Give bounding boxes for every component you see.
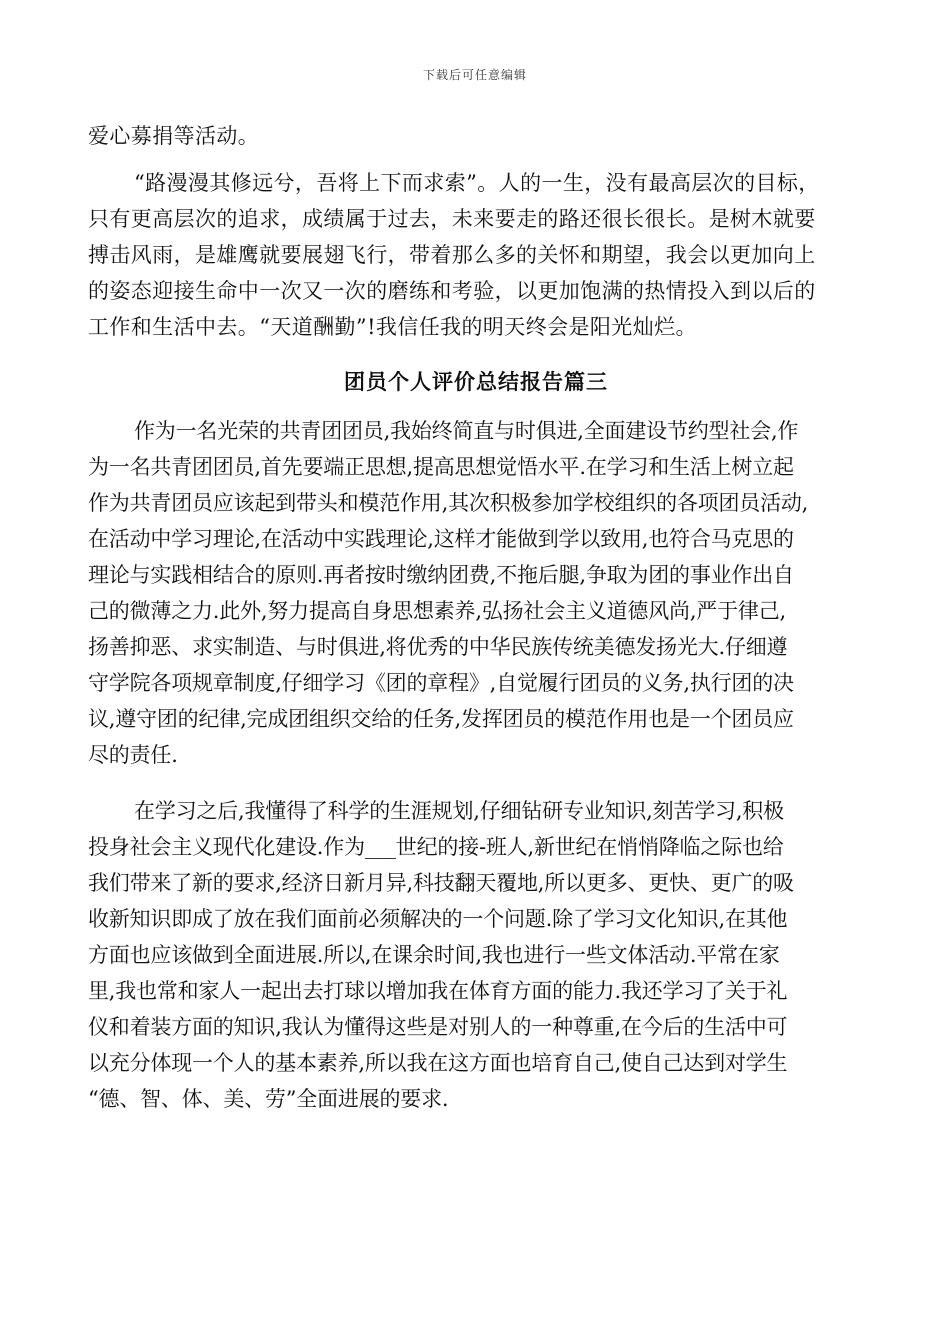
paragraph-line: 理论与实践相结合的原则.再者按时缴纳团费,不拖后腿,争取为团的事业作出自 <box>88 563 794 587</box>
paragraph-line: 投身社会主义现代化建设.作为___世纪的接-班人,新世纪在悄悄降临之际也给 <box>88 835 784 859</box>
paragraph-line: 里,我也常和家人一起出去打球以增加我在体育方面的能力.我还学习了关于礼 <box>88 979 788 1003</box>
paragraph-line: 我们带来了新的要求,经济日新月异,科技翻天覆地,所以更多、更快、更广的吸 <box>88 871 794 895</box>
paragraph-line: 收新知识即成了放在我们面前必须解决的一个问题.除了学习文化知识,在其他 <box>88 907 788 931</box>
paragraph-4 <box>88 793 864 1117</box>
paragraph-line: 以充分体现一个人的基本素养,所以我在这方面也培育自己,使自己达到对学生 <box>88 1051 788 1075</box>
paragraph-line: 为一名共青团团员,首先要端正思想,提高思想觉悟水平.在学习和生活上树立起 <box>88 455 794 479</box>
document-body <box>88 118 864 1117</box>
paragraph-line: 只有更高层次的追求，成绩属于过去，未来要走的路还很长很长。是树木就要 <box>88 207 816 231</box>
paragraph-line: 在学习之后,我懂得了科学的生涯规划,仔细钻研专业知识,刻苦学习,积极 <box>134 799 784 823</box>
paragraph-line: 的姿态迎接生命中一次又一次的磨练和考验，以更加饱满的热情投入到以后的 <box>88 279 816 303</box>
paragraph-line: 搏击风雨，是雄鹰就要展翅飞行，带着那么多的关怀和期望，我会以更加向上 <box>88 243 816 267</box>
paragraph-line: 守学院各项规章制度,仔细学习《团的章程》,自觉履行团员的义务,执行团的决 <box>88 671 794 695</box>
paragraph-3 <box>88 413 864 773</box>
paragraph-line: 己的微薄之力.此外,努力提高自身思想素养,弘扬社会主义道德风尚,严于律己, <box>88 599 786 623</box>
paragraph-line: 爱心募捐等活动。 <box>88 124 260 148</box>
paragraph-line: “德、智、体、美、劳”全面进展的要求. <box>88 1087 449 1111</box>
paragraph-line: 扬善抑恶、求实制造、与时俱进,将优秀的中华民族传统美德发扬光大.仔细遵 <box>88 635 788 659</box>
paragraph-line: 在活动中学习理论,在活动中实践理论,这样才能做到学以致用,也符合马克思的 <box>88 527 794 551</box>
paragraph-line: 作为共青团员应该起到带头和模范作用,其次积极参加学校组织的各项团员活动, <box>88 491 809 515</box>
paragraph-line: 仪和着装方面的知识,我认为懂得这些是对别人的一种尊重,在今后的生活中可 <box>88 1015 788 1039</box>
paragraph-line: 工作和生活中去。“天道酬勤”!我信任我的明天终会是阳光灿烂。 <box>88 315 697 339</box>
paragraph-2 <box>88 165 864 345</box>
paragraph-line: 议,遵守团的纪律,完成团组织交给的任务,发挥团员的模范作用也是一个团员应 <box>88 707 794 731</box>
paragraph-line: 尽的责任. <box>88 743 178 767</box>
paragraph-line: 方面也应该做到全面进展.所以,在课余时间,我也进行一些文体活动.平常在家 <box>88 943 780 967</box>
paragraph-line: 作为一名光荣的共青团团员,我始终简直与时俱进,全面建设节约型社会,作 <box>134 419 799 443</box>
paragraph-1 <box>88 118 864 154</box>
section-title: 团员个人评价总结报告篇三 <box>344 369 608 394</box>
paragraph-line: “路漫漫其修远兮，吾将上下而求索”。人的一生，没有最高层次的目标， <box>134 171 820 195</box>
page-header: 下载后可任意编辑 <box>422 68 527 82</box>
